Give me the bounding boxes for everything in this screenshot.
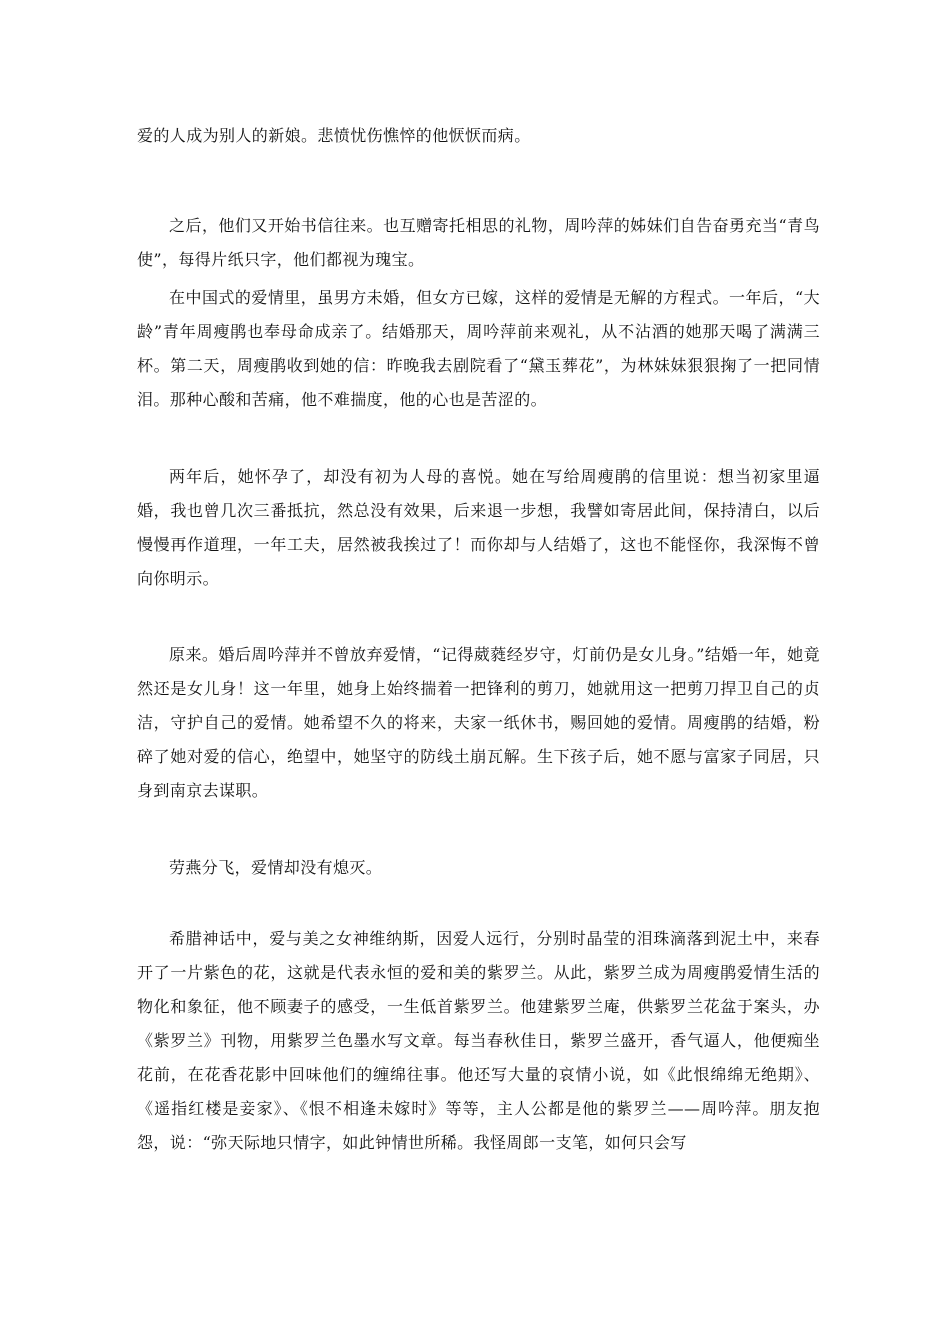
paragraph-marriage: 在中国式的爱情里，虽男方未婚，但女方已嫁，这样的爱情是无解的方程式。一年后，“大龄”青年周瘦鹃也奉母命成亲了。结婚那天，周吟萍前来观礼，从不沾酒的她那天喝了满满三杯。第二天，周瘦鹃收到她的信：昨晚我去剧院看了“黛玉葬花”，为林妹妹狠狠掬了一把同情泪。那种心酸和苦痛，他不难揣度，他的心也是苦涩的。: [137, 288, 820, 409]
paragraph-chastity: 原来。婚后周吟萍并不曾放弃爱情，“记得葳蕤经岁守，灯前仍是女儿身。”结婚一年，她竟然还是女儿身！这一年里，她身上始终揣着一把锋利的剪刀，她就用这一把剪刀捍卫自己的贞洁，守护自己的爱情。她希望不久的将来，夫家一纸休书，赐回她的爱情。周瘦鹃的结婚，粉碎了她对爱的信心，绝望中，她坚守的防线土崩瓦解。生下孩子后，她不愿与富家子同居，只身到南京去谋职。: [137, 645, 820, 800]
paragraph-violet: 希腊神话中，爱与美之女神维纳斯，因爱人远行，分别时晶莹的泪珠滴落到泥土中，来春开了一片紫色的花，这就是代表永恒的爱和美的紫罗兰。从此，紫罗兰成为周瘦鹃爱情生活的物化和象征，他不顾妻子的感受，一生低首紫罗兰。他建紫罗兰庵，供紫罗兰花盆于案头，办《紫罗兰》刊物，用紫罗兰色墨水写文章。每当春秋佳日，紫罗兰盛开，香气逼人，他便痴坐花前，在花香花影中回味他们的缠绵往事。他还写大量的哀情小说，如《此恨绵绵无绝期》、《遥指红楼是妾家》、《恨不相逢未嫁时》等等，主人公都是他的紫罗兰——周吟萍。朋友抱怨，说：“弥天际地只情字，如此钟情世所稀。我怪周郎一支笔，如何只会写: [137, 929, 820, 1152]
paragraph-continuation: 爱的人成为别人的新娘。悲愤忧伤憔悴的他恹恹而病。: [137, 126, 531, 145]
paragraph-letters: 之后，他们又开始书信往来。也互赠寄托相思的礼物，周吟萍的姊妹们自告奋勇充当“青鸟使”，每得片纸只字，他们都视为瑰宝。: [137, 216, 820, 269]
paragraph-pregnancy: 两年后，她怀孕了，却没有初为人母的喜悦。她在写给周瘦鹃的信里说：想当初家里逼婚，我也曾几次三番抵抗，然总没有效果，后来退一步想，我譬如寄居此间，保持清白，以后慢慢再作道理，一年工夫，居然被我挨过了！而你却与人结婚了，这也不能怪你，我深悔不曾向你明示。: [137, 467, 820, 588]
paragraph-separation: 劳燕分飞，爱情却没有熄灭。: [169, 858, 383, 877]
